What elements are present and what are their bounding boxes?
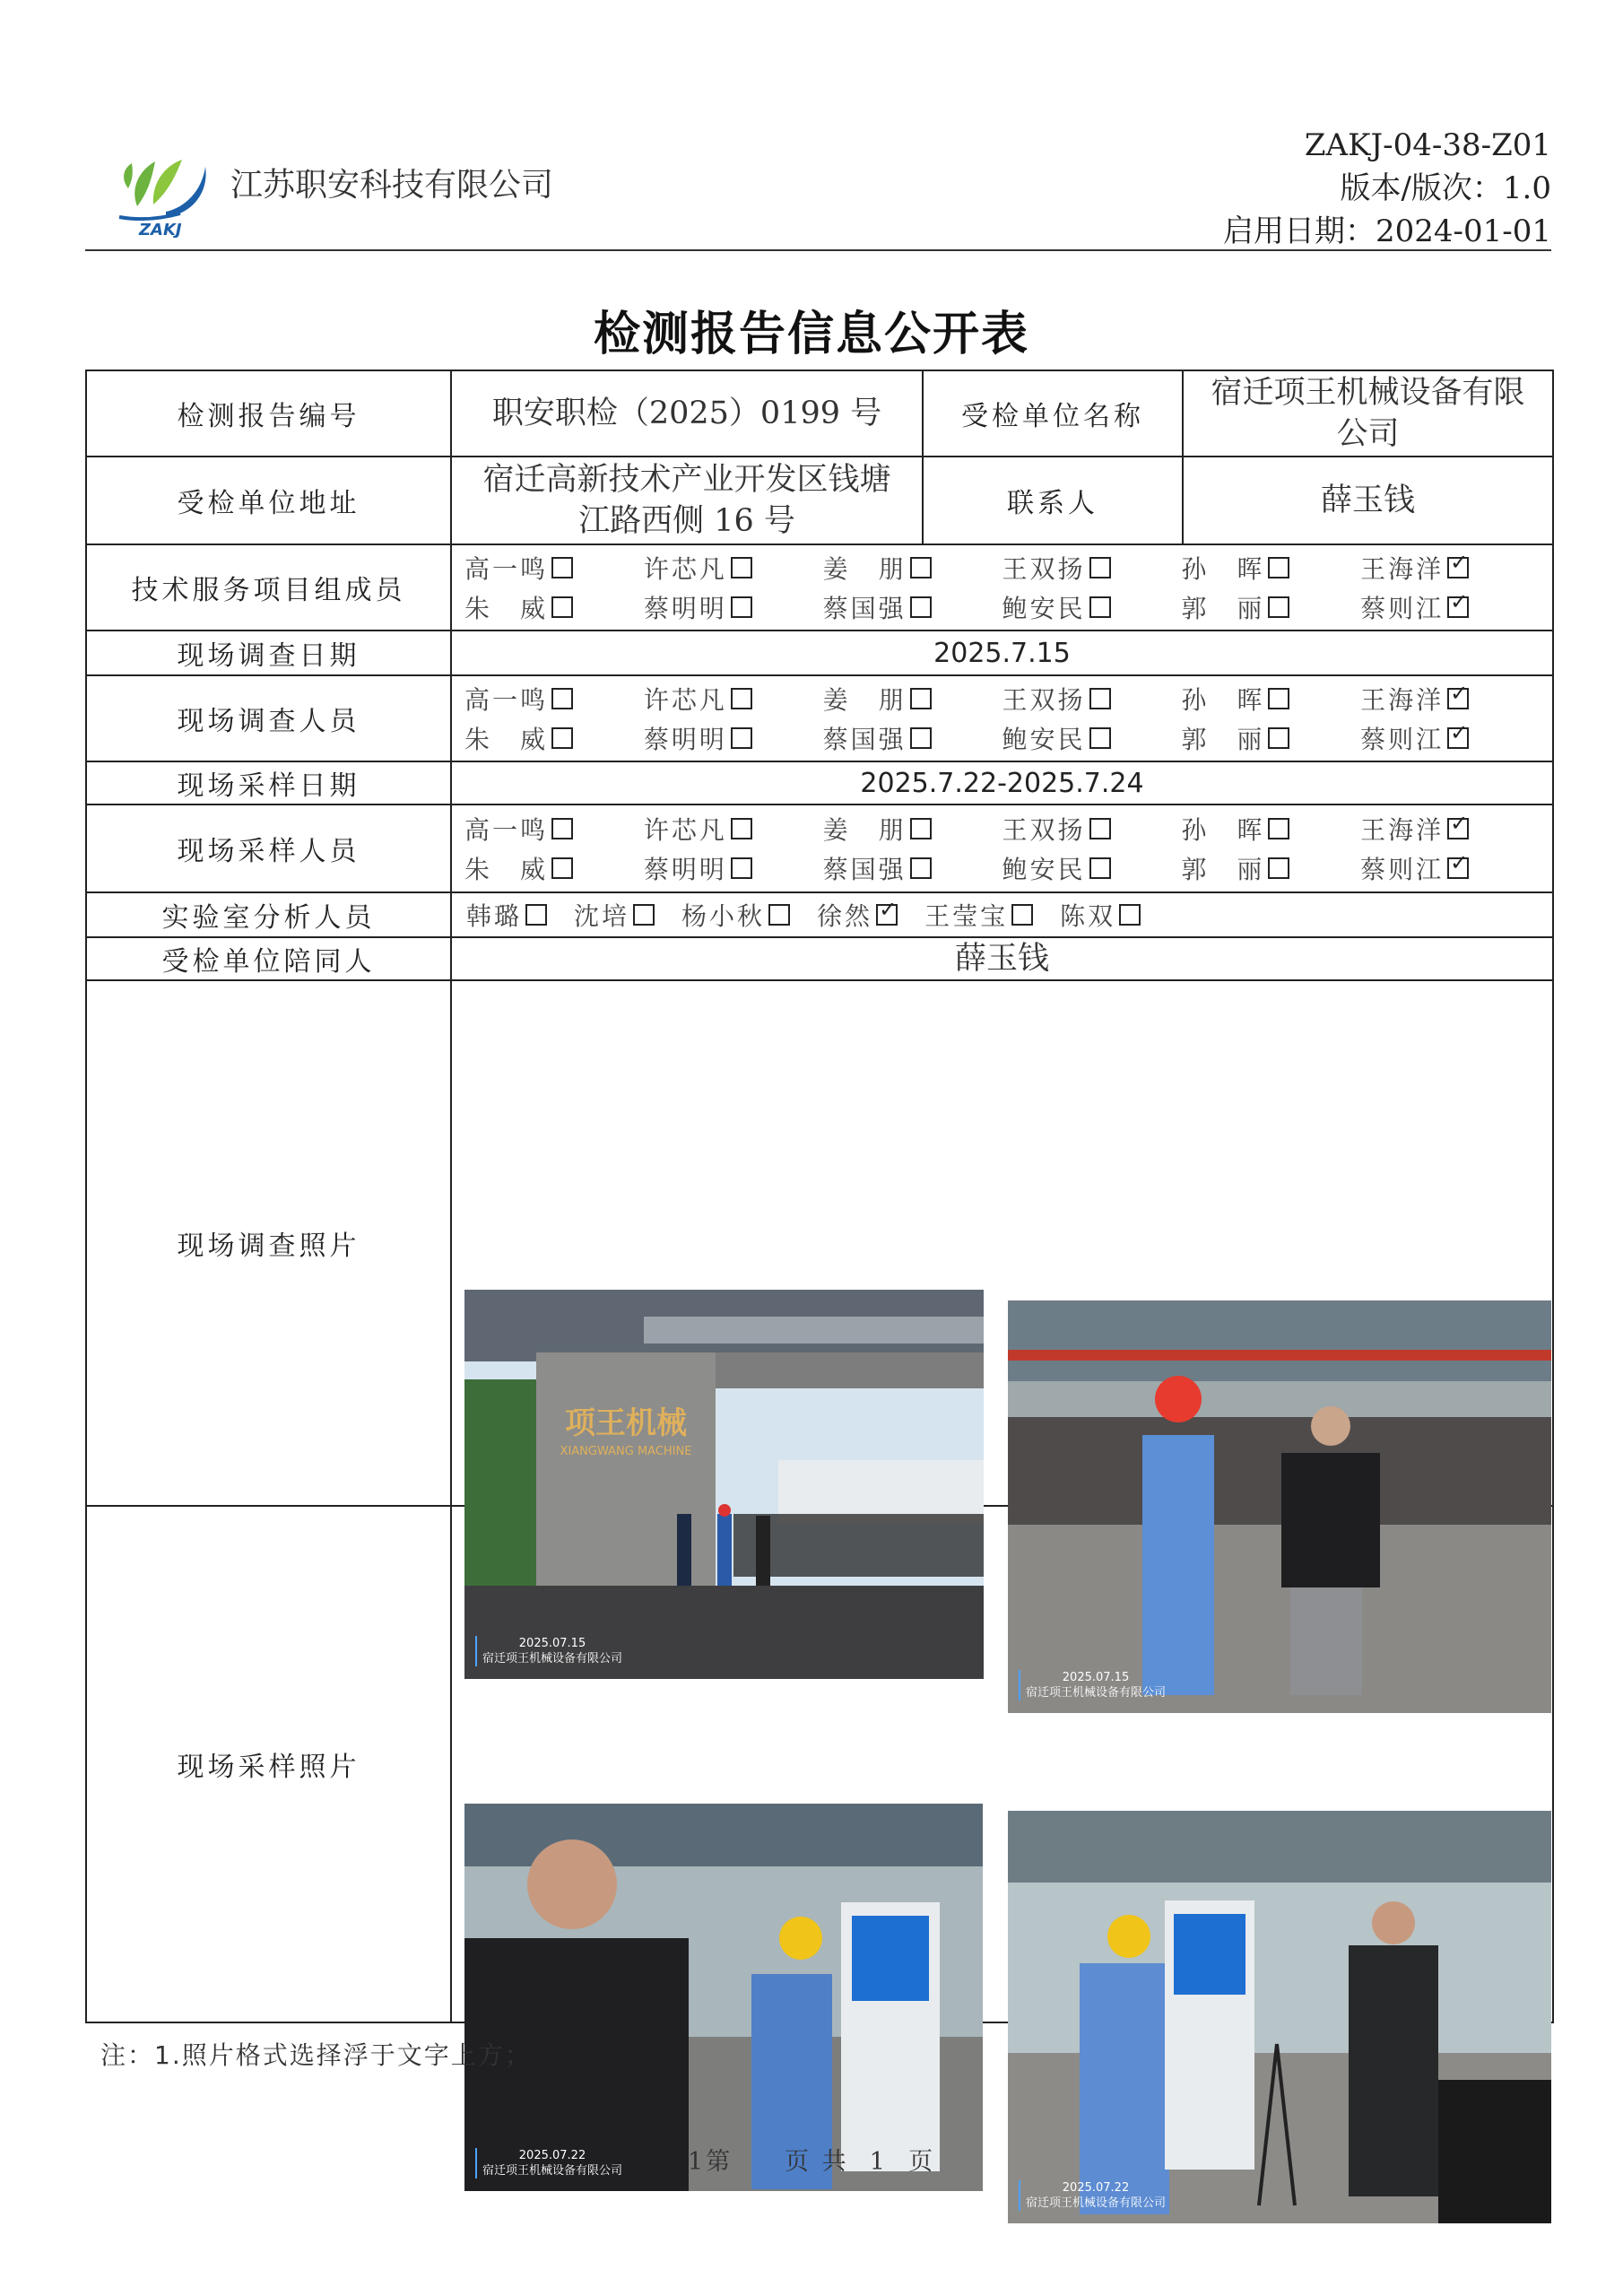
staff-name: 沈培	[574, 901, 630, 931]
checked-checkbox[interactable]	[1447, 688, 1469, 709]
row-address	[86, 457, 1553, 544]
staff-member	[1181, 850, 1360, 886]
staff-name: 许芯凡	[643, 554, 727, 584]
page-unit: 页	[784, 2148, 812, 2176]
staff-member	[1360, 550, 1540, 586]
report-no-label: 检测报告编号	[86, 370, 451, 457]
photo-date: 2025.07.22	[518, 2149, 586, 2162]
staff-member	[464, 720, 644, 756]
row-lab	[86, 892, 1553, 937]
address-label: 受检单位地址	[86, 457, 451, 544]
staff-name: 王莹宝	[924, 901, 1009, 931]
staff-member	[1002, 589, 1181, 625]
unchecked-checkbox[interactable]	[768, 904, 790, 926]
members-label: 技术服务项目组成员	[86, 544, 451, 631]
staff-name: 蔡明明	[643, 855, 727, 884]
staff-name: 郭 丽	[1181, 725, 1265, 754]
company-name: 江苏职安科技有限公司	[230, 167, 554, 204]
unchecked-checkbox[interactable]	[910, 818, 932, 839]
survey-photos-label: 现场调查照片	[86, 980, 451, 1506]
survey-date-label: 现场调查日期	[86, 631, 451, 675]
checked-checkbox[interactable]	[876, 904, 898, 926]
staff-member	[464, 850, 644, 886]
staff-member	[464, 550, 644, 586]
unchecked-checkbox[interactable]	[910, 688, 932, 709]
unchecked-checkbox[interactable]	[551, 857, 573, 879]
staff-name: 杨小秋	[681, 901, 766, 931]
unchecked-checkbox[interactable]	[731, 596, 752, 618]
contact-label: 联系人	[923, 457, 1183, 544]
unchecked-checkbox[interactable]	[1268, 857, 1289, 879]
unchecked-checkbox[interactable]	[1268, 596, 1289, 618]
checked-checkbox[interactable]	[1447, 727, 1469, 749]
staff-member	[1360, 811, 1540, 847]
unchecked-checkbox[interactable]	[551, 557, 573, 578]
staff-name: 王海洋	[1360, 554, 1445, 584]
staff-member	[817, 897, 898, 933]
unchecked-checkbox[interactable]	[1268, 727, 1289, 749]
staff-name: 王双扬	[1002, 815, 1086, 845]
escort-value: 薛玉钱	[451, 937, 1553, 980]
survey-photo-gate-caption	[475, 1636, 622, 1666]
survey-photos-cell	[451, 980, 1553, 1700]
staff-name: 高一鸣	[464, 554, 549, 584]
staff-member	[823, 811, 1002, 847]
staff-member	[823, 550, 1002, 586]
staff-name: 姜 朋	[822, 685, 907, 715]
header-divider	[85, 249, 1551, 251]
photo-company: 宿迁项王机械设备有限公司	[482, 1652, 623, 1665]
survey-photo-workshop-image	[1008, 1300, 1551, 1713]
escort-label: 受检单位陪同人	[86, 937, 451, 980]
staff-member	[1002, 681, 1181, 717]
staff-member	[644, 811, 823, 847]
unchecked-checkbox[interactable]	[633, 904, 655, 926]
survey-date-value: 2025.7.15	[451, 631, 1553, 675]
row-report-no	[86, 370, 1553, 457]
staff-member	[644, 589, 823, 625]
staff-member	[1002, 550, 1181, 586]
checked-checkbox[interactable]	[1447, 596, 1469, 618]
unchecked-checkbox[interactable]	[910, 557, 932, 578]
unchecked-checkbox[interactable]	[731, 818, 752, 839]
row-escort	[86, 937, 1553, 980]
survey-photo-gate	[464, 1290, 984, 1679]
staff-member	[823, 720, 1002, 756]
unchecked-checkbox[interactable]	[1089, 857, 1111, 879]
staff-name: 孙 晖	[1181, 554, 1265, 584]
staff-name: 蔡国强	[822, 594, 907, 623]
photo-date: 2025.07.15	[1062, 1671, 1130, 1684]
staff-member	[823, 681, 1002, 717]
total-unit: 页	[908, 2148, 936, 2176]
photo-date: 2025.07.15	[518, 1637, 586, 1650]
logo-text: ZAKJ	[139, 221, 182, 238]
staff-member	[1181, 811, 1360, 847]
unit-name-value: 宿迁项王机械设备有限公司	[1183, 370, 1553, 457]
staff-member	[1181, 550, 1360, 586]
staff-member	[644, 720, 823, 756]
unchecked-checkbox[interactable]	[551, 688, 573, 709]
staff-name: 王海洋	[1360, 685, 1445, 715]
sampling-date-label: 现场采样日期	[86, 761, 451, 804]
unchecked-checkbox[interactable]	[731, 688, 752, 709]
staff-member	[644, 550, 823, 586]
row-survey-staff	[86, 675, 1553, 761]
staff-name: 蔡国强	[822, 855, 907, 884]
staff-name: 蔡则江	[1360, 855, 1445, 884]
doc-info	[1223, 124, 1551, 253]
survey-photo-gate-image	[464, 1290, 984, 1679]
page-number: 1	[687, 2148, 707, 2176]
survey-staff-grid-cell	[451, 675, 1553, 761]
unchecked-checkbox[interactable]	[1268, 557, 1289, 578]
sampling-date-value: 2025.7.22-2025.7.24	[451, 761, 1553, 804]
unchecked-checkbox[interactable]	[1268, 688, 1289, 709]
unchecked-checkbox[interactable]	[731, 727, 752, 749]
staff-member	[1181, 720, 1360, 756]
doc-version: 版本/版次：1.0	[1340, 170, 1551, 206]
unchecked-checkbox[interactable]	[1268, 818, 1289, 839]
staff-name: 王双扬	[1002, 554, 1086, 584]
staff-member	[644, 681, 823, 717]
unchecked-checkbox[interactable]	[1089, 557, 1111, 578]
unchecked-checkbox[interactable]	[525, 904, 547, 926]
staff-member	[1002, 850, 1181, 886]
sampling-photo-1-image	[464, 1804, 983, 2191]
photo-date: 2025.07.22	[1062, 2181, 1130, 2195]
company-logo	[112, 135, 220, 238]
staff-name: 蔡明明	[643, 594, 727, 623]
total-pages: 1	[869, 2148, 888, 2176]
survey-staff-grid	[452, 681, 1552, 756]
unchecked-checkbox[interactable]	[551, 818, 573, 839]
unit-name-label: 受检单位名称	[923, 370, 1183, 457]
staff-member	[681, 897, 790, 933]
unchecked-checkbox[interactable]	[731, 857, 752, 879]
checked-checkbox[interactable]	[1447, 857, 1469, 879]
staff-member	[464, 681, 644, 717]
gate-sign-text: 项王机械	[565, 1405, 687, 1441]
staff-member	[1181, 681, 1360, 717]
staff-name: 孙 晖	[1181, 685, 1265, 715]
gate-sign-en: XIANGWANG MACHINE	[560, 1445, 692, 1458]
unchecked-checkbox[interactable]	[910, 727, 932, 749]
staff-member	[1360, 681, 1540, 717]
staff-member	[464, 589, 644, 625]
row-sampling-date	[86, 761, 1553, 804]
staff-member	[1181, 589, 1360, 625]
row-sampling-staff	[86, 804, 1553, 892]
staff-member	[644, 850, 823, 886]
staff-member	[466, 897, 547, 933]
unchecked-checkbox[interactable]	[551, 727, 573, 749]
staff-name: 陈双	[1060, 901, 1116, 931]
survey-staff-label: 现场调查人员	[86, 675, 451, 761]
unchecked-checkbox[interactable]	[1089, 727, 1111, 749]
staff-member	[1360, 720, 1540, 756]
staff-name: 姜 朋	[822, 554, 907, 584]
staff-member	[464, 811, 644, 847]
row-members	[86, 544, 1553, 631]
staff-name: 朱 威	[464, 725, 549, 754]
staff-member	[574, 897, 655, 933]
staff-name: 许芯凡	[643, 815, 727, 845]
page-footer	[0, 2142, 1623, 2177]
sampling-photo-1	[464, 1804, 983, 2191]
footnote: 注：1.照片格式选择浮于文字上方；	[100, 2040, 532, 2070]
staff-name: 高一鸣	[464, 815, 549, 845]
sampling-photo-2-caption	[1019, 2180, 1166, 2211]
doc-effective-date: 启用日期：2024-01-01	[1222, 213, 1551, 249]
photo-company: 宿迁项王机械设备有限公司	[1026, 2196, 1167, 2210]
checked-checkbox[interactable]	[1447, 557, 1469, 578]
staff-member	[823, 589, 1002, 625]
staff-name: 蔡明明	[643, 725, 727, 754]
page-title: 检测报告信息公开表	[593, 308, 1029, 361]
staff-name: 蔡则江	[1360, 594, 1445, 623]
staff-name: 鲍安民	[1002, 594, 1086, 623]
unchecked-checkbox[interactable]	[1011, 904, 1033, 926]
staff-name: 徐然	[817, 901, 873, 931]
survey-photo-workshop-caption	[1019, 1670, 1166, 1700]
unchecked-checkbox[interactable]	[1089, 688, 1111, 709]
staff-name: 鲍安民	[1002, 725, 1086, 754]
photo-company: 宿迁项王机械设备有限公司	[482, 2164, 623, 2178]
address-value: 宿迁高新技术产业开发区钱塘江路西侧 16 号	[451, 457, 923, 544]
lab-staff-cell	[451, 892, 1553, 937]
sampling-staff-grid-cell	[451, 804, 1553, 892]
staff-name: 王双扬	[1002, 685, 1086, 715]
total-label: 共	[821, 2148, 849, 2176]
contact-value: 薛玉钱	[1183, 457, 1553, 544]
staff-member	[823, 850, 1002, 886]
unchecked-checkbox[interactable]	[1089, 596, 1111, 618]
staff-member	[1002, 720, 1181, 756]
row-survey-photos	[86, 980, 1553, 1506]
unchecked-checkbox[interactable]	[1119, 904, 1141, 926]
staff-member	[1002, 811, 1181, 847]
page-label: 第	[706, 2148, 733, 2176]
sampling-staff-grid	[452, 811, 1552, 886]
survey-photo-workshop	[1008, 1300, 1551, 1713]
doc-code: ZAKJ-04-38-Z01	[1304, 127, 1551, 163]
photo-company: 宿迁项王机械设备有限公司	[1026, 1686, 1167, 1700]
staff-member	[1360, 589, 1540, 625]
staff-name: 韩璐	[466, 901, 523, 931]
unchecked-checkbox[interactable]	[731, 557, 752, 578]
staff-name: 朱 威	[464, 594, 549, 623]
lab-staff-list	[452, 897, 1552, 933]
unchecked-checkbox[interactable]	[551, 596, 573, 618]
lab-label: 实验室分析人员	[86, 892, 451, 937]
checked-checkbox[interactable]	[1447, 818, 1469, 839]
members-grid	[452, 550, 1552, 625]
unchecked-checkbox[interactable]	[1089, 818, 1111, 839]
staff-member	[1060, 897, 1141, 933]
staff-name: 郭 丽	[1181, 855, 1265, 884]
staff-name: 姜 朋	[822, 815, 907, 845]
members-grid-cell	[451, 544, 1553, 631]
sampling-photos-label: 现场采样照片	[86, 1506, 451, 2022]
sampling-staff-label: 现场采样人员	[86, 804, 451, 892]
staff-member	[1360, 850, 1540, 886]
page-header	[85, 117, 1551, 251]
row-survey-date	[86, 631, 1553, 675]
unchecked-checkbox[interactable]	[910, 596, 932, 618]
staff-member	[924, 897, 1033, 933]
staff-name: 许芯凡	[643, 685, 727, 715]
staff-name: 鲍安民	[1002, 855, 1086, 884]
staff-name: 郭 丽	[1181, 594, 1265, 623]
staff-name: 蔡国强	[822, 725, 907, 754]
staff-name: 朱 威	[464, 855, 549, 884]
staff-name: 孙 晖	[1181, 815, 1265, 845]
unchecked-checkbox[interactable]	[910, 857, 932, 879]
report-no-value: 职安职检（2025）0199 号	[451, 370, 923, 457]
staff-name: 蔡则江	[1360, 725, 1445, 754]
staff-name: 王海洋	[1360, 815, 1445, 845]
staff-name: 高一鸣	[464, 685, 549, 715]
